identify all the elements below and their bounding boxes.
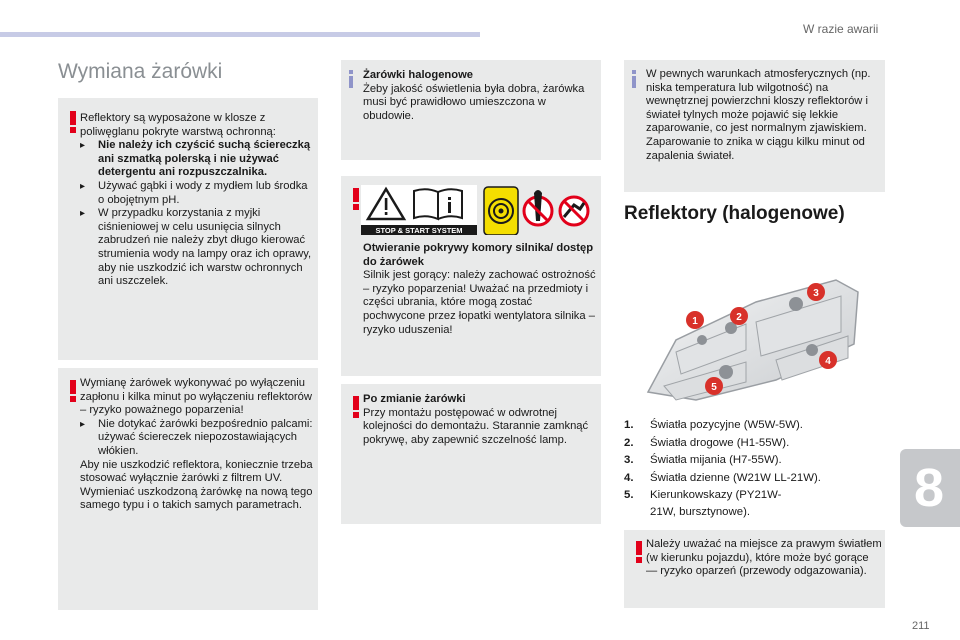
label-2: 2	[736, 312, 742, 323]
headlamp-diagram	[636, 262, 866, 404]
box-text: W pewnych warunkach atmosferycznych (np. niska temperatura lub wilgotność) na wewnętrznej powierzchni kloszy reflektorów i świateł tylnych może pojawić się lekkie zaparowanie, co jest normalnym zjawiskiem. Zaparowanie to znika w ciągu kilku minut od zapalenia świateł.	[646, 68, 871, 162]
legend-text: Kierunkowskazy (PY21W-21W, bursztynowe).	[650, 489, 782, 518]
safety-pictograms	[356, 183, 594, 235]
legend-item	[624, 452, 894, 469]
label-3: 3	[813, 288, 819, 299]
label-5: 5	[711, 382, 717, 393]
box-text: Aby nie uszkodzić reflektora, koniecznie trzeba stosować wyłącznie żarówki z filtrem UV.	[80, 458, 313, 485]
bulb-socket	[806, 344, 818, 356]
box-heading: Po zmianie żarówki	[363, 393, 466, 405]
bulb-socket	[789, 297, 803, 311]
bullet-text: Używać gąbki i wody z mydłem lub środka o obojętnym pH.	[98, 179, 308, 206]
bulb-socket	[719, 365, 733, 379]
legend-number: 3.	[624, 454, 634, 466]
bulb-legend	[624, 417, 894, 521]
page-title: Wymiana żarówki	[58, 60, 223, 83]
legend-text: Światła dzienne (W21W LL-21W).	[650, 471, 821, 484]
hot-surface-icon	[560, 197, 588, 225]
legend-item	[624, 470, 894, 487]
warning-box-lens-care	[58, 98, 318, 360]
warning-box-bulb-replacement	[58, 368, 318, 610]
page-number: 211	[912, 620, 930, 632]
chapter-number: 8	[914, 458, 945, 518]
legend-number: 5.	[624, 489, 634, 501]
section-title: W razie awarii	[803, 22, 879, 36]
label-4: 4	[825, 356, 831, 367]
bullet-icon: ▸	[80, 180, 86, 192]
warning-box-after-replacement	[341, 384, 601, 524]
bullet-icon: ▸	[80, 140, 86, 152]
info-icon	[632, 70, 636, 88]
chapter-tab	[900, 449, 960, 527]
info-box-condensation	[624, 60, 885, 192]
legend-number: 1.	[624, 419, 634, 431]
bullet-icon: ▸	[80, 418, 86, 430]
warning-icon	[66, 111, 80, 133]
info-icon	[349, 70, 353, 88]
label-1: 1	[692, 316, 698, 327]
headlamps-heading: Reflektory (halogenowe)	[624, 203, 845, 224]
bullet-text: Nie należy ich czyścić suchą ściereczką ani szmatką polerską i nie używać detergentu ani rozpuszczalnika.	[98, 139, 311, 179]
legend-text: Światła drogowe (H1-55W).	[650, 436, 790, 449]
box-text: Wymieniać uszkodzoną żarówkę na nową tego samego typu i o takich samych parametrach.	[80, 485, 313, 512]
bulb-socket	[697, 335, 707, 345]
warning-icon	[66, 380, 80, 402]
fan-hazard-icon	[484, 187, 518, 235]
box-heading: Otwieranie pokrywy komory silnika/ dostęp do żarówek	[363, 242, 594, 268]
stop-start-label: STOP & START SYSTEM	[375, 226, 463, 235]
box-text: Wymianę żarówek wykonywać po wyłączeniu zapłonu i kilka minut po wyłączeniu reflektorów – ryzyko poważnego poparzenia!	[80, 377, 312, 417]
warning-icon	[349, 396, 363, 418]
no-clothing-icon	[524, 190, 552, 225]
box-heading: Żarówki halogenowe	[363, 69, 474, 81]
warning-box-hot-area	[624, 530, 885, 608]
legend-number: 4.	[624, 471, 634, 484]
legend-number: 2.	[624, 436, 634, 449]
warning-icon	[632, 541, 646, 563]
header-bar	[0, 32, 480, 37]
legend-item	[624, 435, 894, 452]
bullet-text: W przypadku korzystania z myjki ciśnieniowej w celu usunięcia silnych zabrudzeń nie należy zbyt długo kierować strumienia wody na lampy oraz ich oprawy, aby nie uszkodzić ich warstw ochronnych ani uszczelek.	[98, 207, 312, 288]
box-text: Żeby jakość oświetlenia była dobra, żarówka musi być prawidłowo umieszczona w obudowie.	[363, 82, 585, 122]
legend-item	[624, 487, 894, 520]
box-text: Reflektory są wyposażone w klosze z poliwęglanu pokryte warstwą ochronną:	[80, 112, 276, 138]
box-text: Należy uważać na miejsce za prawym światłem (w kierunku pojazdu), które może być gorące — ryzyko oparzeń (przewody odgazowania).	[646, 538, 882, 578]
box-text: Przy montażu postępować w odwrotnej kolejności do demontażu. Starannie zamknąć pokrywę, aby zapewnić szczelność lamp.	[363, 406, 589, 446]
legend-item	[624, 417, 894, 434]
bullet-text: Nie dotykać żarówki bezpośrednio palcami: używać ściereczek niepozostawiających włókien.	[98, 417, 313, 457]
bullet-icon: ▸	[80, 208, 86, 220]
box-text: Silnik jest gorący: należy zachować ostrożność – ryzyko poparzenia! Uważać na przedmioty i części ubrania, które mogą zostać pochwycone przez łopatki wentylatora silnika – ryzyko uduszenia!	[363, 269, 596, 336]
legend-text: Światła mijania (H7-55W).	[650, 454, 782, 466]
info-box-halogen	[341, 60, 601, 160]
legend-text: Światła pozycyjne (W5W-5W).	[650, 419, 803, 431]
